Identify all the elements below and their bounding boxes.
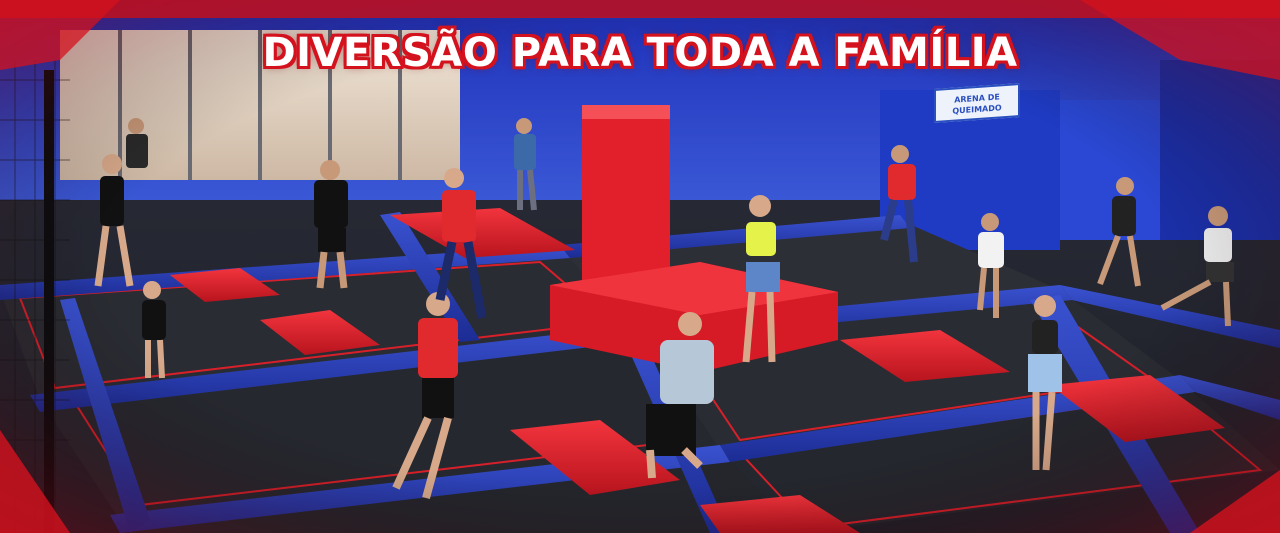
banner-headline: DIVERSÃO PARA TODA A FAMÍLIA bbox=[262, 30, 1018, 76]
wall-sign: ARENA DE QUEIMADO bbox=[934, 83, 1020, 123]
